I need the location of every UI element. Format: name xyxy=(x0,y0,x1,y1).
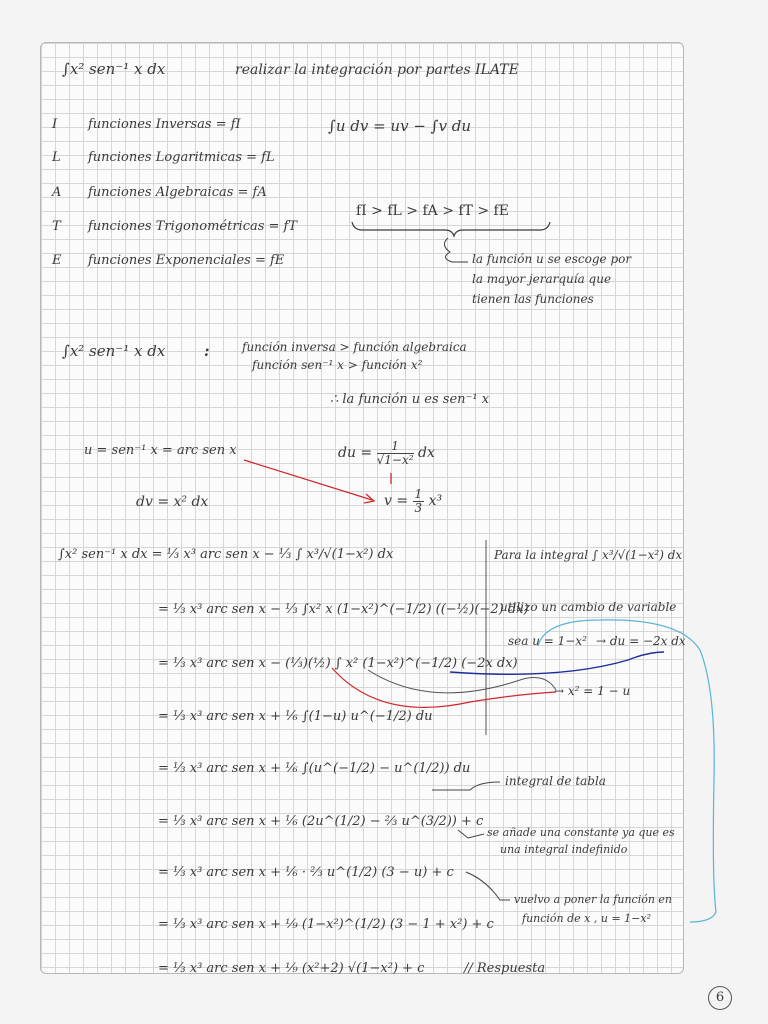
step-line: = ⅓ x³ arc sen x + ⅑ (x²+2) √(1−x²) + c xyxy=(158,961,425,976)
v-denominator: 3 xyxy=(414,500,423,515)
page-number: 6 xyxy=(708,986,732,1010)
ilate-item: funciones Exponenciales = fE xyxy=(88,253,285,268)
du-label: du = xyxy=(338,445,373,462)
hierarchy: fI > fL > fA > fT > fE xyxy=(356,203,509,219)
analysis-line-1: función inversa > función algebraica xyxy=(242,340,467,354)
step-line: = ⅓ x³ arc sen x + ⅑ (1−x²)^(1/2) (3 − 1 + x²) + c xyxy=(158,917,494,932)
ilate-letter: T xyxy=(52,219,61,234)
note-respuesta: // Respuesta xyxy=(464,961,546,976)
ilate-item: funciones Logaritmicas = fL xyxy=(88,150,275,165)
hierarchy-note-2: la mayor jerarquía que xyxy=(472,272,612,286)
blue-curve xyxy=(450,652,664,674)
parts-formula: ∫u dv = uv − ∫v du xyxy=(328,117,471,135)
header-title: realizar la integración por partes ILATE xyxy=(235,62,519,78)
step-line: = ⅓ x³ arc sen x − (⅓)(½) ∫ x² (1−x²)^(−1/2) (−2x dx) xyxy=(158,656,518,671)
hierarchy-brace xyxy=(352,222,550,236)
constante-arrow xyxy=(458,830,484,838)
analysis-conclusion: ∴ la función u es sen⁻¹ x xyxy=(330,392,490,407)
dv-definition: dv = x² dx xyxy=(136,494,209,510)
ilate-letter: E xyxy=(52,253,62,268)
v-label: v = xyxy=(384,493,409,510)
step-line: = ⅓ x³ arc sen x − ⅓ ∫x² x (1−x²)^(−1/2) ((−½)(−2) dx) xyxy=(158,602,529,617)
hierarchy-arrow xyxy=(444,238,468,262)
cyan-bracket xyxy=(538,620,716,922)
note-tabla: integral de tabla xyxy=(505,774,606,788)
du-denominator: √1−x² xyxy=(376,452,414,467)
note-constante-2: una integral indefinido xyxy=(500,843,628,856)
hierarchy-note-3: tienen las funciones xyxy=(472,292,594,306)
side-para: Para la integral ∫ x³/√(1−x²) dx xyxy=(494,548,683,562)
red-arrow xyxy=(244,460,372,500)
note-volver-1: vuelvo a poner la función en xyxy=(514,893,673,906)
step-line: = ⅓ x³ arc sen x + ⅙ ∫(1−u) u^(−1/2) du xyxy=(158,709,433,724)
ilate-letter: I xyxy=(52,117,58,132)
note-volver-2: función de x , u = 1−x² xyxy=(522,912,651,925)
side-du: → du = −2x dx xyxy=(596,634,686,648)
tabla-arrow xyxy=(432,782,500,790)
ilate-item: funciones Trigonométricas = fT xyxy=(88,219,298,234)
du-dx: dx xyxy=(418,445,435,462)
hierarchy-note-1: la función u se escoge por xyxy=(472,252,632,266)
step-line: = ⅓ x³ arc sen x + ⅙ ∫(u^(−1/2) − u^(1/2)) du xyxy=(158,761,471,776)
side-sea: sea u = 1−x² xyxy=(508,634,587,648)
analysis-line-2: función sen⁻¹ x > función x² xyxy=(252,358,423,372)
step-line: = ⅓ x³ arc sen x + ⅙ · ⅔ u^(1/2) (3 − u) + c xyxy=(158,865,454,880)
u-definition: u = sen⁻¹ x = arc sen x xyxy=(84,443,237,458)
analysis-colon: : xyxy=(204,342,210,360)
ilate-letter: A xyxy=(52,185,62,200)
ilate-letter: L xyxy=(52,150,61,165)
step-line: ∫x² sen⁻¹ x dx = ⅓ x³ arc sen x − ⅓ ∫ x³/√(1−x²) dx xyxy=(58,547,394,562)
v-numerator: 1 xyxy=(414,487,423,501)
side-utilizo: utilizo un cambio de variable xyxy=(500,600,677,614)
ilate-item: funciones Algebraicas = fA xyxy=(88,185,267,200)
step-line: = ⅓ x³ arc sen x + ⅙ (2u^(1/2) − ⅔ u^(3/2)) + c xyxy=(158,814,484,829)
du-numerator: 1 xyxy=(377,440,414,454)
note-constante-1: se añade una constante ya que es xyxy=(487,826,675,839)
side-x2: → x² = 1 − u xyxy=(554,684,631,698)
volver-arrow xyxy=(466,872,510,900)
header-integral: ∫x² sen⁻¹ x dx xyxy=(62,60,166,78)
analysis-integral: ∫x² sen⁻¹ x dx xyxy=(62,342,166,360)
ilate-item: funciones Inversas = fI xyxy=(88,117,241,132)
v-x-cubed: x³ xyxy=(428,493,443,510)
